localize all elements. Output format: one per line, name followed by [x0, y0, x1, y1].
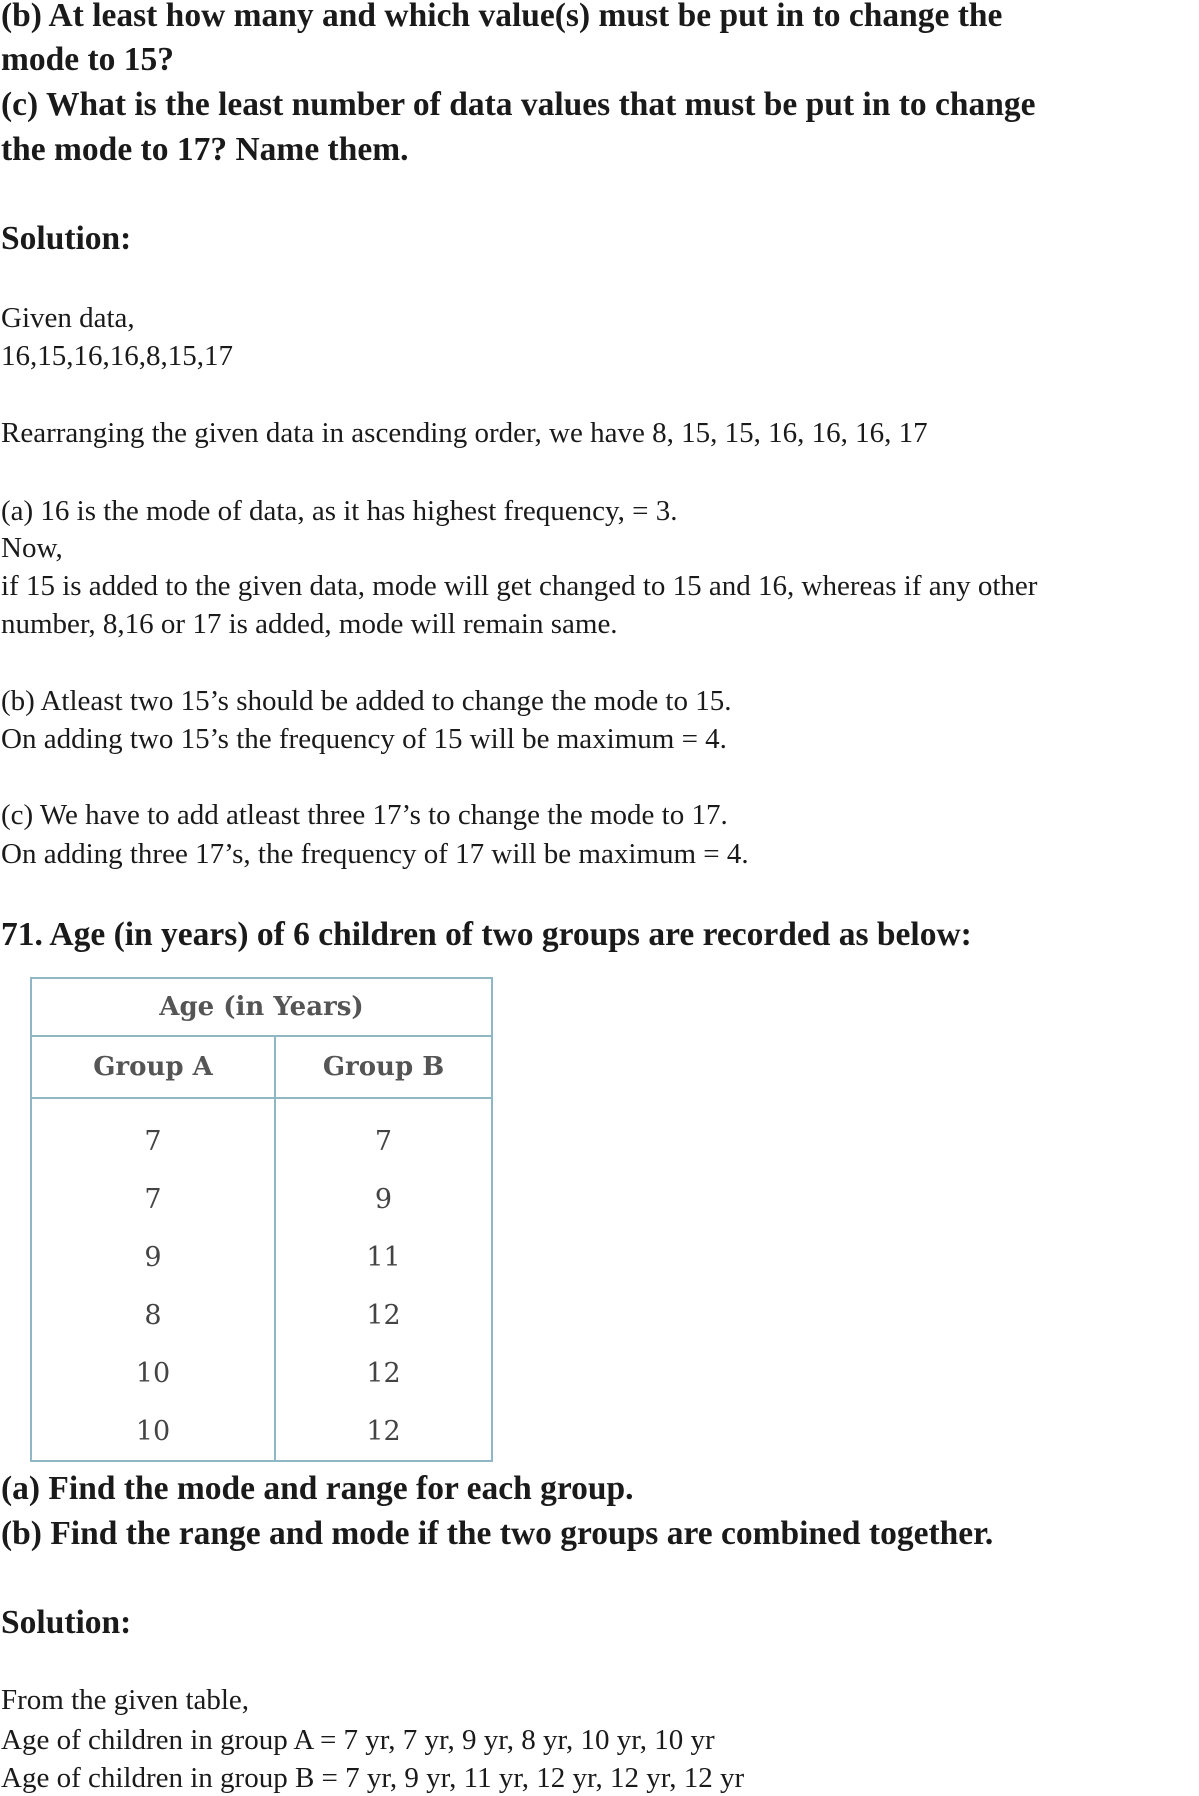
cell: 12 [275, 1402, 492, 1461]
text-line: On adding three 17’s, the frequency of 17 will be maximum = 4. [1, 838, 749, 870]
question-71a: (a) Find the mode and range for each group. [1, 1470, 634, 1507]
table-row [31, 1344, 492, 1402]
question-c-cont: the mode to 17? Name them. [1, 131, 409, 168]
cell: 10 [31, 1344, 275, 1402]
question-b-cont: mode to 15? [1, 41, 175, 78]
text-line: (c) We have to add atleast three 17’s to change the mode to 17. [1, 799, 728, 831]
text-line: Rearranging the given data in ascending order, we have 8, 15, 15, 16, 16, 16, 17 [1, 417, 928, 449]
cell: 12 [275, 1344, 492, 1402]
text-line: Given data, [1, 302, 135, 334]
text-line: 16,15,16,16,8,15,17 [1, 340, 233, 372]
text-line: From the given table, [1, 1684, 250, 1716]
cell: 9 [275, 1170, 492, 1228]
header-group-b: Group B [275, 1036, 492, 1098]
question-71b: (b) Find the range and mode if the two groups are combined together. [1, 1515, 994, 1552]
cell: 7 [31, 1170, 275, 1228]
table-title: Age (in Years) [31, 978, 492, 1036]
text-line: Now, [1, 532, 63, 564]
table-row [31, 1286, 492, 1344]
cell: 7 [31, 1098, 275, 1170]
cell: 11 [275, 1228, 492, 1286]
text-line: number, 8,16 or 17 is added, mode will remain same. [1, 608, 618, 640]
question-71: 71. Age (in years) of 6 children of two groups are recorded as below: [1, 916, 972, 953]
question-b: (b) At least how many and which value(s) must be put in to change the [1, 0, 1003, 34]
cell: 7 [275, 1098, 492, 1170]
text-line: (b) Atleast two 15’s should be added to change the mode to 15. [1, 685, 732, 717]
cell: 8 [31, 1286, 275, 1344]
age-table [30, 977, 493, 1462]
solution-heading: Solution: [1, 220, 132, 257]
text-line: Age of children in group B = 7 yr, 9 yr, 11 yr, 12 yr, 12 yr, 12 yr [1, 1762, 745, 1794]
solution-heading-2: Solution: [1, 1604, 132, 1641]
text-line: (a) 16 is the mode of data, as it has highest frequency, = 3. [1, 495, 678, 527]
table-row [31, 1170, 492, 1228]
header-group-a: Group A [31, 1036, 275, 1098]
table-row [31, 1402, 492, 1461]
cell: 12 [275, 1286, 492, 1344]
cell: 9 [31, 1228, 275, 1286]
cell: 10 [31, 1402, 275, 1461]
question-c: (c) What is the least number of data values that must be put in to change [1, 86, 1036, 123]
text-line: On adding two 15’s the frequency of 15 will be maximum = 4. [1, 723, 727, 755]
text-line: if 15 is added to the given data, mode will get changed to 15 and 16, whereas if any other [1, 570, 1038, 602]
table-row [31, 1098, 492, 1170]
table-row [31, 1228, 492, 1286]
text-line: Age of children in group A = 7 yr, 7 yr, 9 yr, 8 yr, 10 yr, 10 yr [1, 1724, 715, 1756]
